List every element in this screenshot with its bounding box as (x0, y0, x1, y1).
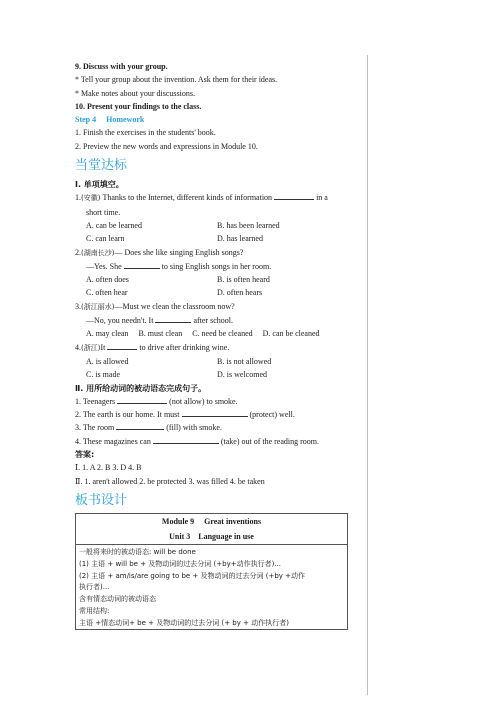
q4-blank[interactable] (107, 341, 137, 350)
sentence-4 (75, 435, 367, 448)
q3-blank[interactable] (155, 314, 191, 323)
q4-text-end: to drive after drinking wine. (139, 342, 230, 352)
s2-end: (protect) well. (249, 410, 295, 420)
practice-section-title: 当堂达标 (75, 158, 128, 174)
s3-blank[interactable] (116, 421, 164, 430)
answer-part2: Ⅱ. 1. aren't allowed 2. be protected 3. was filled 4. be taken (75, 476, 265, 486)
board-line-4: 执行者)... (79, 583, 110, 592)
q4-text-start: It (100, 342, 106, 352)
question-2 (75, 246, 367, 260)
board-section-title: 板书设计 (75, 492, 128, 508)
q4-options-row-1 (75, 355, 367, 368)
q1-option-a: A. can be learned (86, 220, 142, 230)
discussion-bullet-1: * Tell your group about the invention. Ask them for their ideas. (75, 75, 278, 85)
q4-source: (浙江) (81, 343, 101, 352)
q2-line2-start: —Yes. She (86, 261, 122, 271)
part1-title: Ⅰ. 单项填空。 (75, 180, 124, 190)
q2-text: — Does she like singing English songs? (114, 247, 244, 257)
step4-label: Step 4 (75, 115, 97, 125)
board-line-2: (1) 主语 + will be + 及物动词的过去分词 (+by+动作执行者)... (79, 559, 281, 568)
board-unit-title: Language in use (198, 531, 254, 541)
q4-option-b: B. is not allowed (217, 356, 272, 366)
board-unit: Unit 3 (169, 531, 191, 541)
answer-title: 答案: (75, 450, 95, 460)
question-3 (75, 300, 367, 314)
q3-option-a: A. may clean (86, 329, 129, 339)
q2-line-2 (75, 260, 367, 273)
q1-text: Thanks to the Internet, different kinds of information (102, 193, 273, 203)
q4-option-d: D. is welcomed (217, 370, 267, 380)
question-4 (75, 341, 367, 355)
q1-source: (安徽) (81, 194, 101, 203)
q3-line-2 (75, 314, 367, 327)
q3-source: (浙江丽水) (81, 302, 115, 311)
board-body (76, 545, 347, 630)
present-heading: 10. Present your findings to the class. (75, 101, 202, 111)
q1-number: 1. (75, 193, 81, 203)
board-line-5: 含有情态动词的被动语态 (79, 595, 156, 604)
page-content (75, 60, 367, 630)
board-module-title: Great inventions (204, 516, 262, 526)
q2-option-a: A. often does (86, 275, 129, 285)
board-module-heading (76, 514, 347, 529)
q3-line2-end: after school. (193, 316, 233, 326)
discussion-heading: 9. Discuss with your group. (75, 62, 168, 71)
sentence-2 (75, 408, 367, 421)
q2-options-row-2 (75, 286, 367, 299)
step4-title: Homework (106, 115, 145, 125)
board-design-box (75, 513, 348, 631)
q4-option-a: A. is allowed (86, 356, 129, 366)
board-unit-heading (76, 529, 347, 544)
q3-number: 3. (75, 301, 81, 311)
s3-start: 3. The room (75, 423, 115, 433)
q2-option-c: C. often hear (86, 288, 128, 298)
q1-options-row-2 (75, 232, 367, 245)
column-divider (367, 55, 368, 695)
board-line-7: 主语 +情态动词+ be + 及物动词的过去分词 (+ by + 动作执行者) (79, 618, 289, 627)
q3-options-row (75, 327, 367, 340)
q2-option-d: D. often hears (217, 288, 263, 298)
q3-option-c: C. need be cleaned (192, 329, 253, 339)
sentence-1 (75, 395, 367, 408)
question-1 (75, 191, 367, 205)
homework-item-2: 2. Preview the new words and expressions in Module 10. (75, 141, 258, 151)
q2-option-b: B. is often heard (217, 275, 270, 285)
answer-part1: Ⅰ. 1. A 2. B 3. D 4. B (75, 463, 142, 473)
board-line-6: 常用结构: (79, 606, 110, 615)
q3-option-b: B. must clean (138, 329, 183, 339)
s4-blank[interactable] (153, 435, 219, 444)
q2-number: 2. (75, 247, 81, 257)
s3-end: (fill) with smoke. (166, 423, 222, 433)
homework-item-1: 1. Finish the exercises in the students' book. (75, 128, 216, 138)
q3-option-d: D. can be cleaned (262, 329, 320, 339)
s2-start: 2. The earth is our home. It must (75, 410, 180, 420)
q2-blank[interactable] (124, 260, 160, 269)
q1-continuation: short time. (86, 207, 121, 217)
q1-blank[interactable] (274, 191, 314, 200)
step4-heading (75, 113, 367, 126)
q3-line2-start: —No, you needn't. It (86, 316, 154, 326)
q2-line2-end: to sing English songs in her room. (161, 261, 272, 271)
q1-option-d: D. has learned (217, 234, 263, 244)
q1-option-c: C. can learn (86, 234, 125, 244)
q4-option-c: C. is made (86, 370, 120, 380)
s4-end: (take) out of the reading room. (220, 436, 320, 446)
board-line-3: (2) 主语 + am/is/are going to be + 及物动词的过去分词 (+by +动作 (79, 571, 306, 580)
s2-blank[interactable] (182, 408, 248, 417)
q2-source: (湖南长沙) (81, 248, 115, 257)
s1-start: 1. Teenagers (75, 396, 116, 406)
part2-title: Ⅱ. 用所给动词的被动语态完成句子。 (75, 383, 207, 393)
s1-blank[interactable] (117, 395, 167, 404)
sentence-3 (75, 421, 367, 434)
q1-options-row-1 (75, 219, 367, 232)
board-module: Module 9 (161, 516, 195, 526)
s1-end: (not allow) to smoke. (169, 396, 238, 406)
s4-start: 4. These magazines can (75, 436, 151, 446)
q3-text: —Must we clean the classroom now? (114, 301, 235, 311)
q1-text-end: in a (316, 193, 328, 203)
discussion-bullet-2: * Make notes about your discussions. (75, 88, 195, 98)
board-line-1: 一般将来时的被动语态: will be done (79, 547, 196, 556)
q4-number: 4. (75, 342, 81, 352)
q1-option-b: B. has been learned (217, 220, 280, 230)
q4-options-row-2 (75, 368, 367, 381)
q2-options-row-1 (75, 273, 367, 286)
